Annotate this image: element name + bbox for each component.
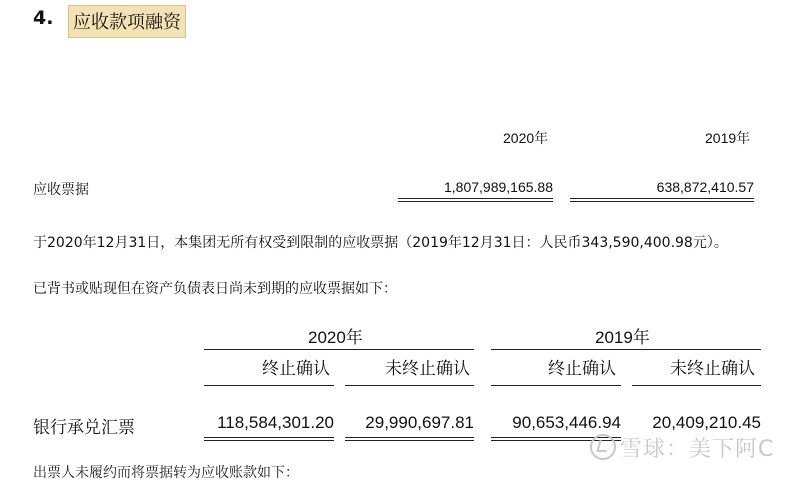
table2-value-2020-derecognized: 118,584,301.20 — [217, 413, 334, 432]
table2-subheader-2020-derecognized: 终止确认 — [262, 359, 330, 379]
table2-value-2019-derecognized: 90,653,446.94 — [512, 413, 621, 432]
snowball-logo-icon — [590, 434, 616, 460]
table2-col3-rule — [491, 385, 621, 386]
table2-header-rule-2019 — [491, 349, 761, 350]
table2-col2-rule — [345, 385, 474, 386]
watermark — [590, 432, 774, 463]
table2-row-label: 银行承兑汇票 — [33, 418, 135, 438]
table2-total-rule-2b — [345, 440, 474, 441]
note-endorsed-bills: 已背书或贴现但在资产负债表日尚未到期的应收票据如下： — [33, 281, 397, 297]
table1-year-2019: 2019年 — [705, 130, 751, 146]
table2-header-rule-2020 — [204, 349, 474, 350]
note-restricted-bills: 于2020年12月31日，本集团无所有权受到限制的应收票据（2019年12月31日：人民币343,590,400.98元）。 — [33, 235, 728, 251]
table1-underline-2020-b — [398, 201, 553, 202]
table1-year-2020: 2020年 — [503, 130, 549, 146]
table1-row-label: 应收票据 — [33, 182, 89, 198]
watermark-text: 雪球：美下阿C — [620, 437, 775, 462]
table2-subheader-2019-derecognized: 终止确认 — [548, 359, 616, 379]
section-number: 4. — [33, 7, 54, 29]
table2-year-2019: 2019年 — [595, 328, 650, 347]
table1-value-2020: 1,807,989,165.88 — [444, 179, 553, 195]
table1-underline-2019-b — [570, 201, 754, 202]
table2-subheader-2020-not-derecognized: 未终止确认 — [385, 359, 470, 379]
table1-value-2019: 638,872,410.57 — [656, 179, 754, 195]
table2-col4-rule — [632, 385, 761, 386]
table2-subheader-2019-not-derecognized: 未终止确认 — [670, 359, 755, 379]
table1-underline-2020-a — [398, 198, 553, 199]
table2-col1-rule — [204, 385, 334, 386]
truncated-next-line: 出票人未履约而将票据转为应收账款如下： — [33, 465, 299, 481]
table2-total-rule-1b — [204, 440, 334, 441]
section-title: 应收款项融资 — [68, 5, 186, 38]
table2-total-rule-1a — [204, 437, 334, 438]
table2-total-rule-2a — [345, 437, 474, 438]
table1-underline-2019-a — [570, 198, 754, 199]
table2-value-2019-not-derecognized: 20,409,210.45 — [652, 413, 761, 432]
table2-value-2020-not-derecognized: 29,990,697.81 — [365, 413, 474, 432]
table2-year-2020: 2020年 — [308, 328, 363, 347]
